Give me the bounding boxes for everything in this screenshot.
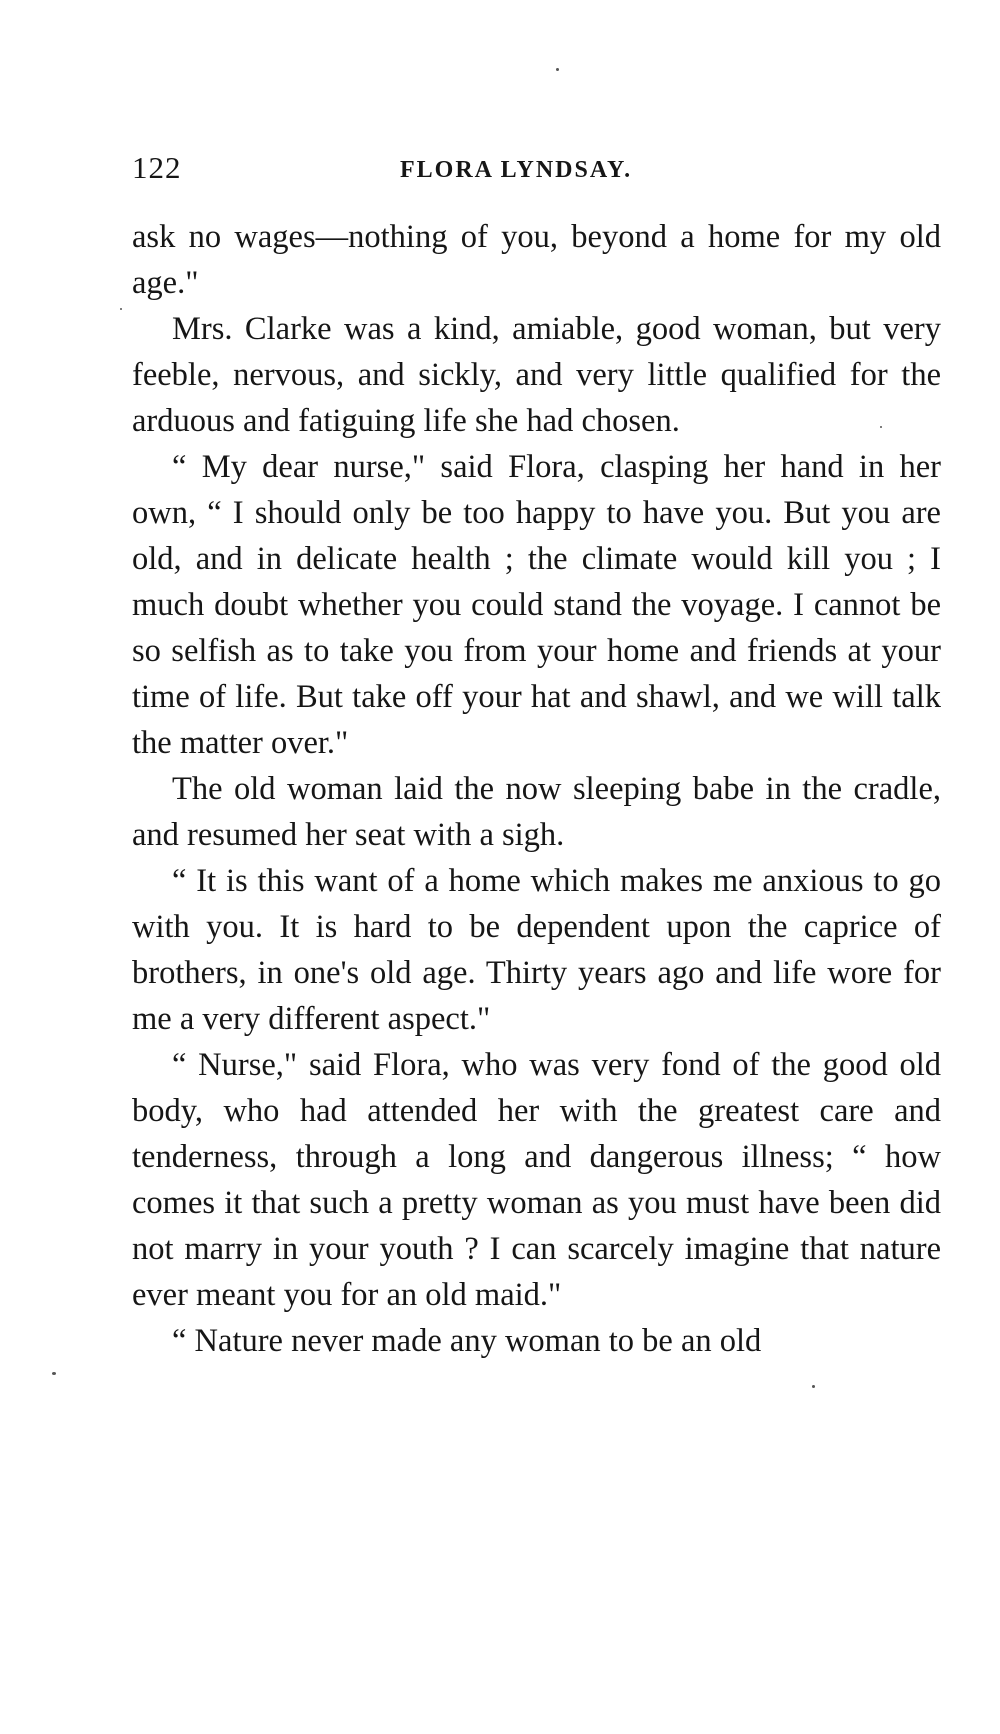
paper-speck: [812, 1385, 815, 1388]
paragraph-want-of-home: “ It is this want of a home which makes me anxious to go with you. It is hard to be dependent upon the caprice of brothers, in one's old age. Thirty years ago and life wore for me a very different aspect.": [132, 863, 941, 1037]
paragraph-old-woman: The old woman laid the now sleeping babe in the cradle, and resumed her seat with a sigh.: [132, 771, 941, 853]
paragraph-nature-reply: “ Nature never made any woman to be an old: [172, 1323, 762, 1359]
paper-speck: [556, 68, 559, 71]
page-body: [132, 214, 941, 1364]
page-number: 122: [132, 150, 182, 185]
paragraph-mrs-clarke: Mrs. Clarke was a kind, amiable, good woman, but very feeble, nervous, and sickly, and very little qualified for the arduous and fatiguing life she had chosen.: [132, 311, 941, 439]
paper-speck: [120, 308, 122, 310]
running-title: FLORA LYNDSAY.: [400, 157, 633, 183]
paragraph-flora-reply: “ My dear nurse," said Flora, clasping her hand in her own, “ I should only be too happy to have you. But you are old, and in delicate health ; the climate would kill you ; I much doubt whether you could stand the voyage. I cannot be so selfish as to take you from your home and friends at your time of life. But take off your hat and shawl, and we will talk the matter over.": [132, 449, 941, 761]
paragraph-continuation: ask no wages—nothing of you, beyond a home for my old age.": [132, 219, 941, 301]
paper-speck: [52, 1372, 56, 1375]
paper-speck: [880, 426, 882, 428]
page-header: [132, 148, 952, 188]
paragraph-nurse-question: “ Nurse," said Flora, who was very fond of the good old body, who had attended her with the greatest care and tenderness, through a long and dangerous illness; “ how comes it that such a pretty woman as you must have been did not marry in your youth ? I can scarcely imagine that nature ever meant you for an old maid.": [132, 1047, 941, 1313]
